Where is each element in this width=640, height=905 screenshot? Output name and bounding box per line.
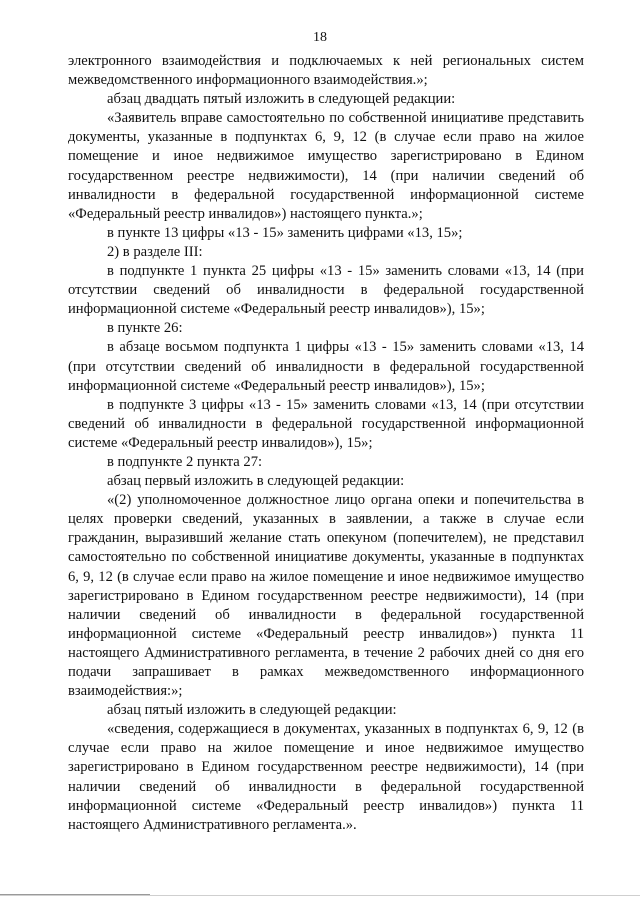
paragraph: абзац первый изложить в следующей редакции: xyxy=(107,473,405,490)
paragraph: в подпункте 3 цифры «13 - 15» заменить словами «13, 14 (при отсутствии сведений об инвалидности в федеральной государственной информационной системе «Федеральный реестр инвалидов»), 15»; xyxy=(68,396,584,451)
paragraph: в подпункте 2 пункта 27: xyxy=(107,453,263,470)
paragraph: 2) в разделе III: xyxy=(107,243,203,260)
paragraph: «Заявитель вправе самостоятельно по собственной инициативе представить документы, указанные в подпунктах 6, 9, 12 (в случае если право на жилое помещение и иное недвижимое имущество зарегистрировано в Едином государственном реестре недвижимости), 14 (при наличии сведений об инвалидности в федеральной государственной информационной системе «Федеральный реестр инвалидов») настоящего пункта.»; xyxy=(68,110,584,222)
paragraph: в абзаце восьмом подпункта 1 цифры «13 - 15» заменить словами «13, 14 (при отсутствии сведений об инвалидности в федеральной государственной информационной системе «Федеральный реестр инвалидов»), 15»; xyxy=(68,339,584,394)
paragraph: «сведения, содержащиеся в документах, указанных в подпунктах 6, 9, 12 (в случае если право на жилое помещение и иное недвижимое имущество зарегистрировано в Едином государственном реестре недвижимости), 14 (при наличии сведений об инвалидности в федеральной государственной информационной системе «Федеральный реестр инвалидов») пункта 11 настоящего Административного регламента.». xyxy=(68,721,584,833)
paragraph: в пункте 26: xyxy=(107,320,183,337)
page-number: 18 xyxy=(313,30,327,45)
paragraph: в подпункте 1 пункта 25 цифры «13 - 15» заменить словами «13, 14 (при отсутствии сведений об инвалидности в федеральной государственной информационной системе «Федеральный реестр инвалидов»), 15»; xyxy=(68,263,584,318)
paragraph: абзац двадцать пятый изложить в следующей редакции: xyxy=(107,91,456,108)
page-bottom-edge-mark xyxy=(0,894,150,895)
paragraph: электронного взаимодействия и подключаемых к ней региональных систем межведомственного информационного взаимодействия.»; xyxy=(68,53,584,89)
page-bottom-edge xyxy=(0,895,640,896)
document-body xyxy=(68,52,584,835)
paragraph: в пункте 13 цифры «13 - 15» заменить цифрами «13, 15»; xyxy=(107,224,463,241)
paragraph: «(2) уполномоченное должностное лицо органа опеки и попечительства в целях проверки сведений, указанных в заявлении, а также в случае если гражданин, выразивший желание стать опекуном (попечителем), не представил самостоятельно по собственной инициативе документы, указанные в подпунктах 6, 9, 12 (в случае если право на жилое помещение и иное недвижимое имущество зарегистрировано в Едином государственном реестре недвижимости), 14 (при наличии сведений об инвалидности в федеральной государственной информационной системе «Федеральный реестр инвалидов») пункта 11 настоящего Административного регламента, в течение 2 рабочих дней со дня его подачи запрашивает в рамках межведомственного информационного взаимодействия:»; xyxy=(68,492,584,700)
paragraph: абзац пятый изложить в следующей редакции: xyxy=(107,702,397,719)
